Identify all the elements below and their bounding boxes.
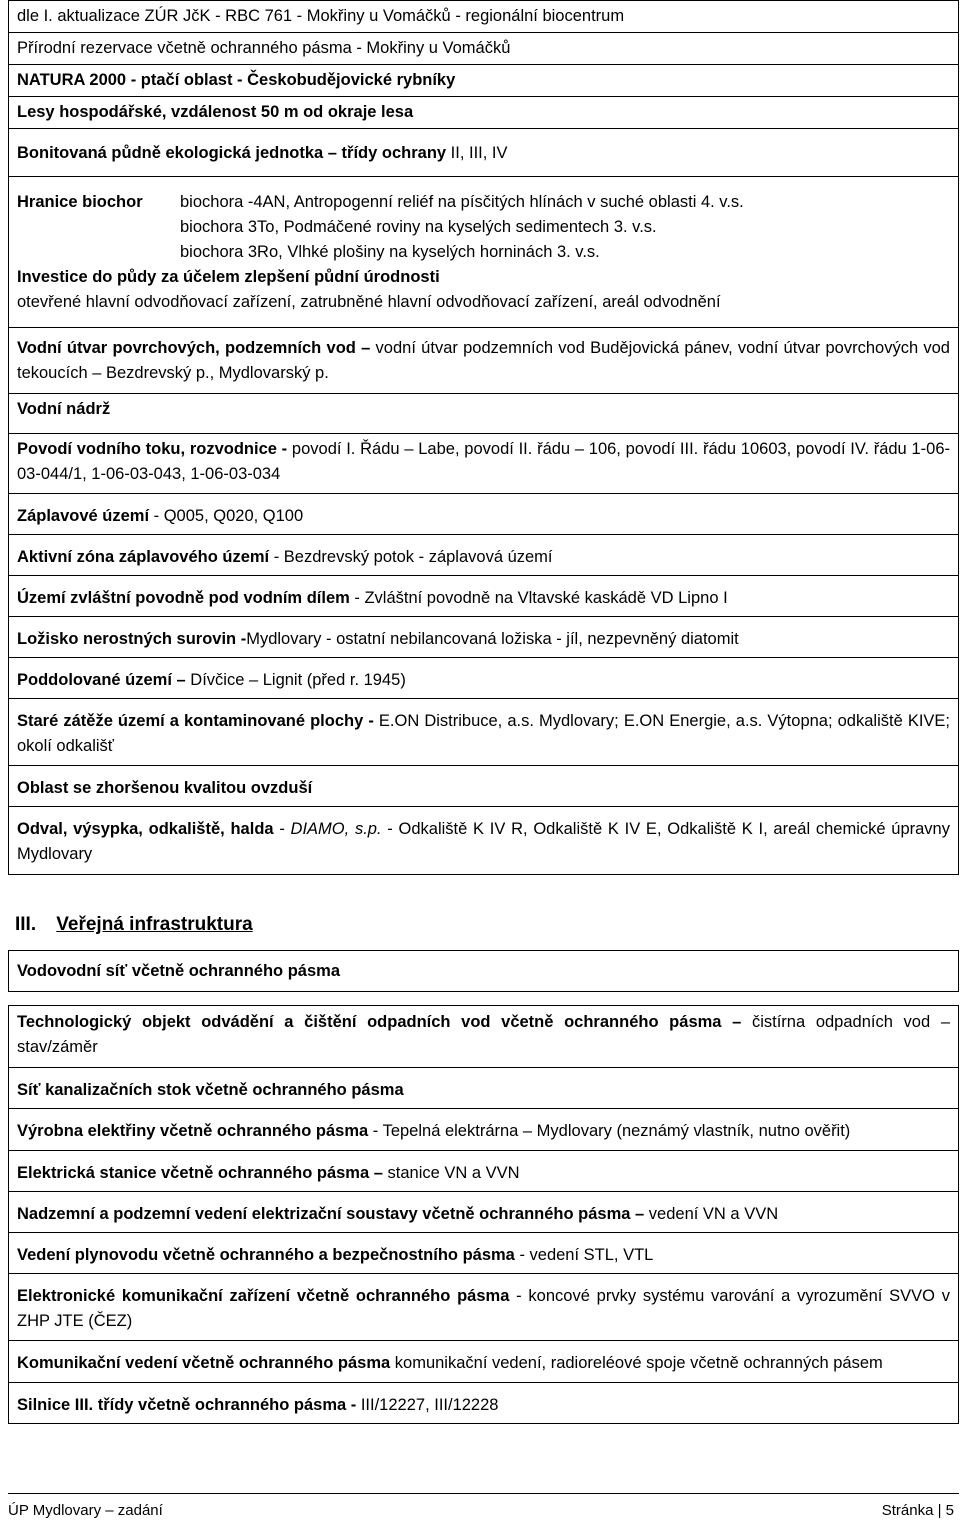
row-forests: Lesy hospodářské, vzdálenost 50 m od okraje lesa [9,97,959,129]
section-number: III. [15,914,37,935]
row-dump: Odval, výsypka, odkaliště, halda - DIAMO, s.p. - Odkaliště K IV R, Odkaliště K IV E, Odkaliště K I, areál chemické úpravny Mydlovary [9,807,959,875]
row-roads: Silnice III. třídy včetně ochranného pásma - III/12227, III/12228 [9,1383,959,1424]
row-floodplain: Záplavové území - Q005, Q020, Q100 [9,494,959,535]
row-undermined: Poddolované území – Dívčice – Lignit (před r. 1945) [9,658,959,699]
investment-title: Investice do půdy za účelem zlepšení půdní úrodnosti [17,268,440,286]
limits-table [8,0,959,875]
row-power-plant: Výrobna elektřiny včetně ochranného pásma - Tepelná elektrárna – Mydlovary (neznámý vlastník, nutno ověřit) [9,1109,959,1151]
row-sewer: Síť kanalizačních stok včetně ochranného pásma [9,1068,959,1109]
row-natura: NATURA 2000 - ptačí oblast - Českobudějovické rybníky [9,65,959,97]
row-rbc: dle I. aktualizace ZÚR JčK - RBC 761 - Mokřiny u Vomáčků - regionální biocentrum [9,1,959,33]
row-bpej: Bonitovaná půdně ekologická jednotka – třídy ochrany II, III, IV [9,129,959,177]
section-heading [15,912,253,937]
footer-page-number: Stránka | 5 [881,1502,954,1519]
biochora-line: biochora 3Ro, Vlhké plošiny na kyselých horninách 3. v.s. [180,243,600,261]
row-water-supply: Vodovodní síť včetně ochranného pásma [9,951,959,992]
footer-divider [8,1493,959,1494]
row-water-body: Vodní útvar povrchových, podzemních vod – vodní útvar podzemních vod Budějovická pánev, vodní útvar povrchových vod tekoucích – Bezdrevský p., Mydlovarský p. [9,328,959,394]
row-nature-reserve: Přírodní rezervace včetně ochranného pásma - Mokřiny u Vomáčků [9,33,959,65]
investment-text: otevřené hlavní odvodňovací zařízení, zatrubněné hlavní odvodňovací zařízení, areál odvodnění [17,293,721,311]
row-substation: Elektrická stanice včetně ochranného pásma – stanice VN a VVN [9,1151,959,1192]
row-catchment: Povodí vodního toku, rozvodnice - povodí I. Řádu – Labe, povodí II. řádu – 106, povodí III. řádu 10603, povodí IV. řádu 1-06-03-044/1, 1-06-03-043, 1-06-03-034 [9,434,959,494]
row-wastewater: Technologický objekt odvádění a čištění odpadních vod včetně ochranného pásma – čistírna odpadních vod – stav/záměr [9,1006,959,1068]
biochora-line: biochora -4AN, Antropogenní reliéf na písčitých hlínách v suché oblasti 4. v.s. [180,193,744,211]
row-power-lines: Nadzemní a podzemní vedení elektrizační soustavy včetně ochranného pásma – vedení VN a VVN [9,1192,959,1233]
row-active-zone: Aktivní zóna záplavového území - Bezdrevský potok - záplavová území [9,535,959,576]
row-biochora [9,177,959,328]
row-reservoir: Vodní nádrž [9,394,959,434]
row-gas: Vedení plynovodu včetně ochranného a bezpečnostního pásma - vedení STL, VTL [9,1233,959,1274]
row-old-burdens: Staré zátěže území a kontaminované plochy - E.ON Distribuce, a.s. Mydlovary; E.ON Energie, a.s. Výtopna; odkaliště KIVE; okolí odkališť [9,699,959,766]
section-title: Veřejná infrastruktura [56,914,253,935]
row-electronic-comm: Elektronické komunikační zařízení včetně ochranného pásma - koncové prvky systému varování a vyrozumění SVVO v ZHP JTE (ČEZ) [9,1274,959,1341]
row-deposit: Ložisko nerostných surovin -Mydlovary - ostatní nebilancovaná ložiska - jíl, nezpevněný diatomit [9,617,959,658]
biochora-label: Hranice biochor [17,193,143,211]
row-air-quality: Oblast se zhoršenou kvalitou ovzduší [9,766,959,807]
infrastructure-table-first [8,950,959,992]
infrastructure-table [8,1005,959,1424]
row-special-flood: Území zvláštní povodně pod vodním dílem - Zvláštní povodně na Vltavské kaskádě VD Lipno I [9,576,959,617]
footer-document-name: ÚP Mydlovary – zadání [8,1502,163,1519]
row-comm-lines: Komunikační vedení včetně ochranného pásma komunikační vedení, radioreléové spoje včetně ochranných pásem [9,1341,959,1383]
biochora-line: biochora 3To, Podmáčené roviny na kyselých sedimentech 3. v.s. [180,218,657,236]
